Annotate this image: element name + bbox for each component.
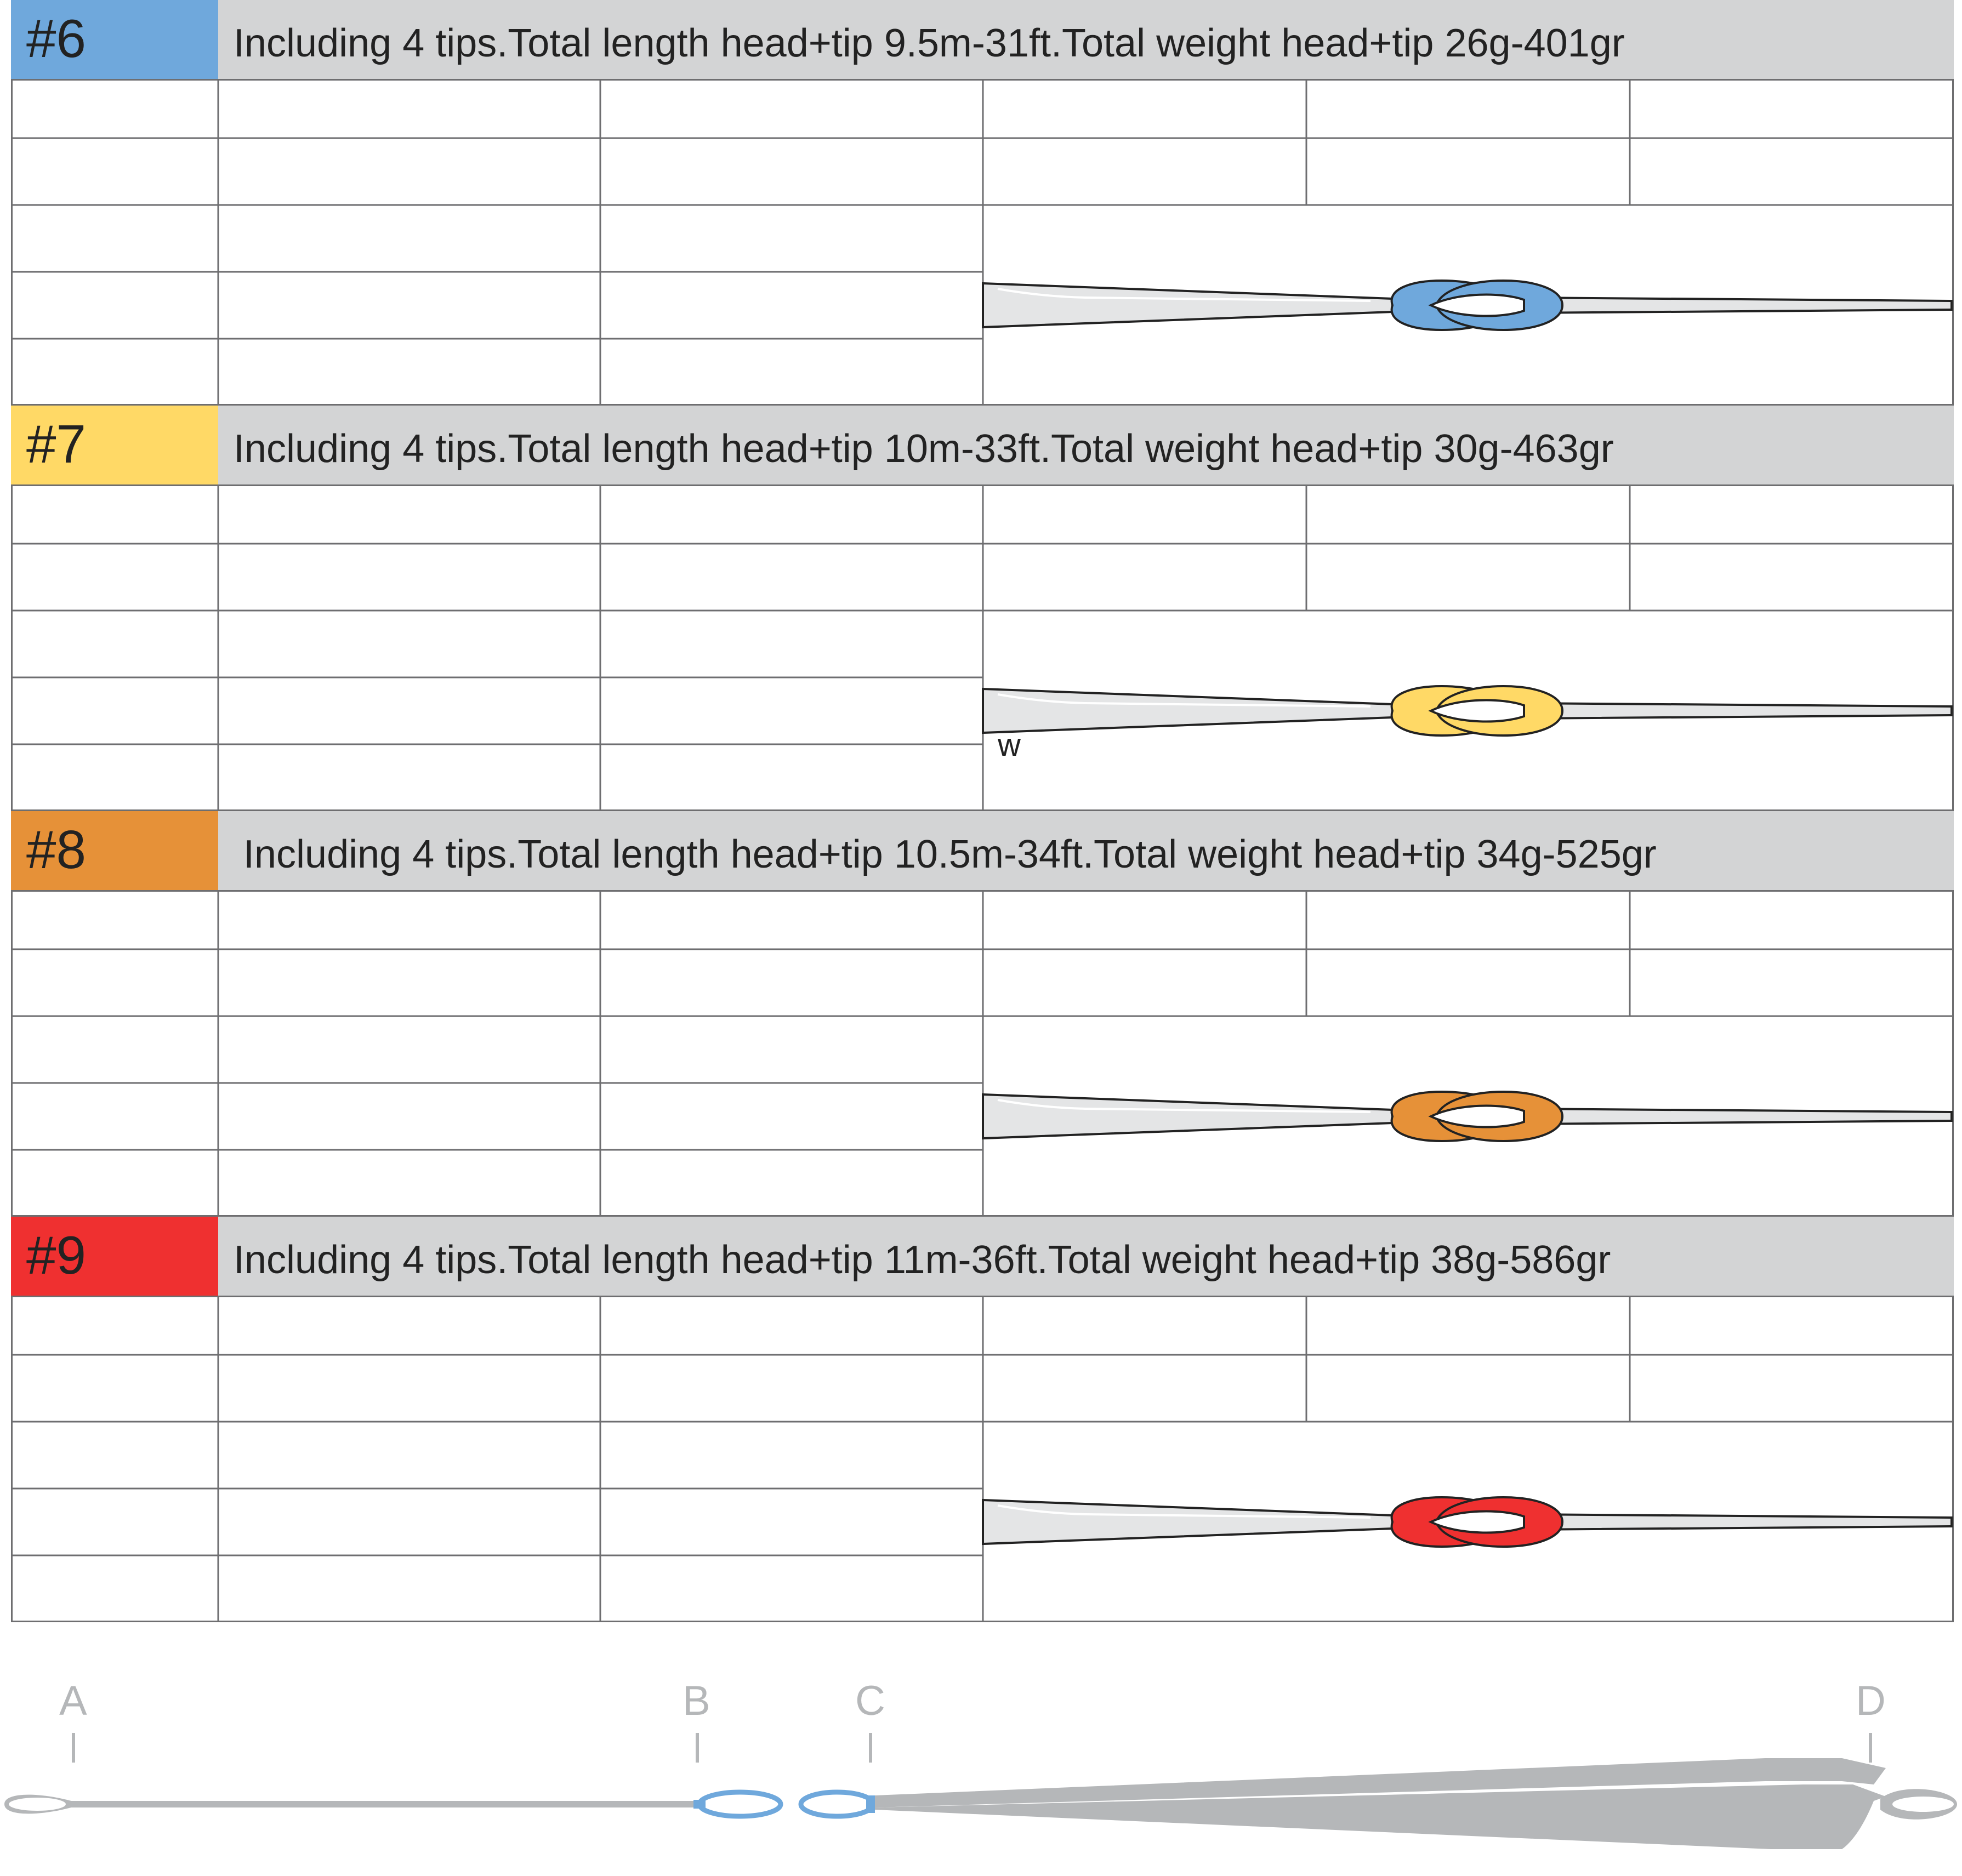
spec-text-7: Including 4 tips.Total length head+tip 10m-33ft.Total weight head+tip 30g-463gr [234, 427, 1614, 471]
tip-section [1524, 1514, 1952, 1530]
marker-a-label: A [59, 1678, 87, 1724]
spec-table-9 [11, 1296, 1954, 1622]
w-marker-label: w [998, 727, 1021, 763]
spec-block-6 [11, 0, 1954, 406]
spec-header-6 [11, 0, 1954, 79]
spec-table-7 [11, 484, 1954, 811]
size-label-9: #9 [26, 1225, 87, 1285]
marker-b-label: B [683, 1678, 710, 1724]
size-badge-9 [11, 1217, 218, 1296]
marker-ticks [73, 1733, 1870, 1763]
tip-section [1524, 1109, 1952, 1124]
spec-text-6: Including 4 tips.Total length head+tip 9.5m-31ft.Total weight head+tip 26g-401gr [234, 21, 1625, 65]
tip-loop-b-sleeve [693, 1800, 706, 1809]
spec-header-9 [11, 1217, 1954, 1296]
spec-header-7 [11, 406, 1954, 484]
table-grid [11, 1296, 1954, 1622]
marker-d-label: D [1856, 1678, 1886, 1724]
size-badge-8 [11, 811, 218, 890]
line-drawing [0, 1661, 1962, 1876]
spec-block-9 [11, 1217, 1954, 1622]
tip-loop-b [700, 1792, 781, 1816]
table-grid [11, 79, 1954, 406]
size-label-7: #7 [26, 414, 87, 474]
head-section [983, 1500, 1392, 1544]
spec-table-6 [11, 79, 1954, 406]
head-loop-c-sleeve [866, 1795, 875, 1813]
table-grid [11, 890, 1954, 1217]
head-section [983, 1094, 1392, 1138]
marker-c-label: C [855, 1678, 885, 1724]
size-badge-6 [11, 0, 218, 79]
spec-block-8 [11, 811, 1954, 1217]
tip-section [1524, 703, 1952, 719]
head-loop-c [801, 1792, 873, 1816]
size-label-6: #6 [26, 8, 87, 69]
tip-section [1524, 298, 1952, 313]
size-label-8: #8 [26, 819, 87, 880]
spec-table-8 [11, 890, 1954, 1217]
spec-block-7 [11, 406, 1954, 811]
line-diagram [0, 1661, 1962, 1876]
size-badge-7 [11, 406, 218, 484]
table-grid [11, 484, 1954, 811]
tip-line [4, 1792, 781, 1816]
spec-text-8: Including 4 tips.Total length head+tip 10.5m-34ft.Total weight head+tip 34g-525gr [243, 832, 1657, 876]
head-line [801, 1758, 1957, 1849]
spec-header-8 [11, 811, 1954, 890]
head-section [983, 689, 1392, 733]
spec-text-9: Including 4 tips.Total length head+tip 11m-36ft.Total weight head+tip 38g-586gr [234, 1238, 1611, 1282]
head-section [983, 283, 1392, 327]
